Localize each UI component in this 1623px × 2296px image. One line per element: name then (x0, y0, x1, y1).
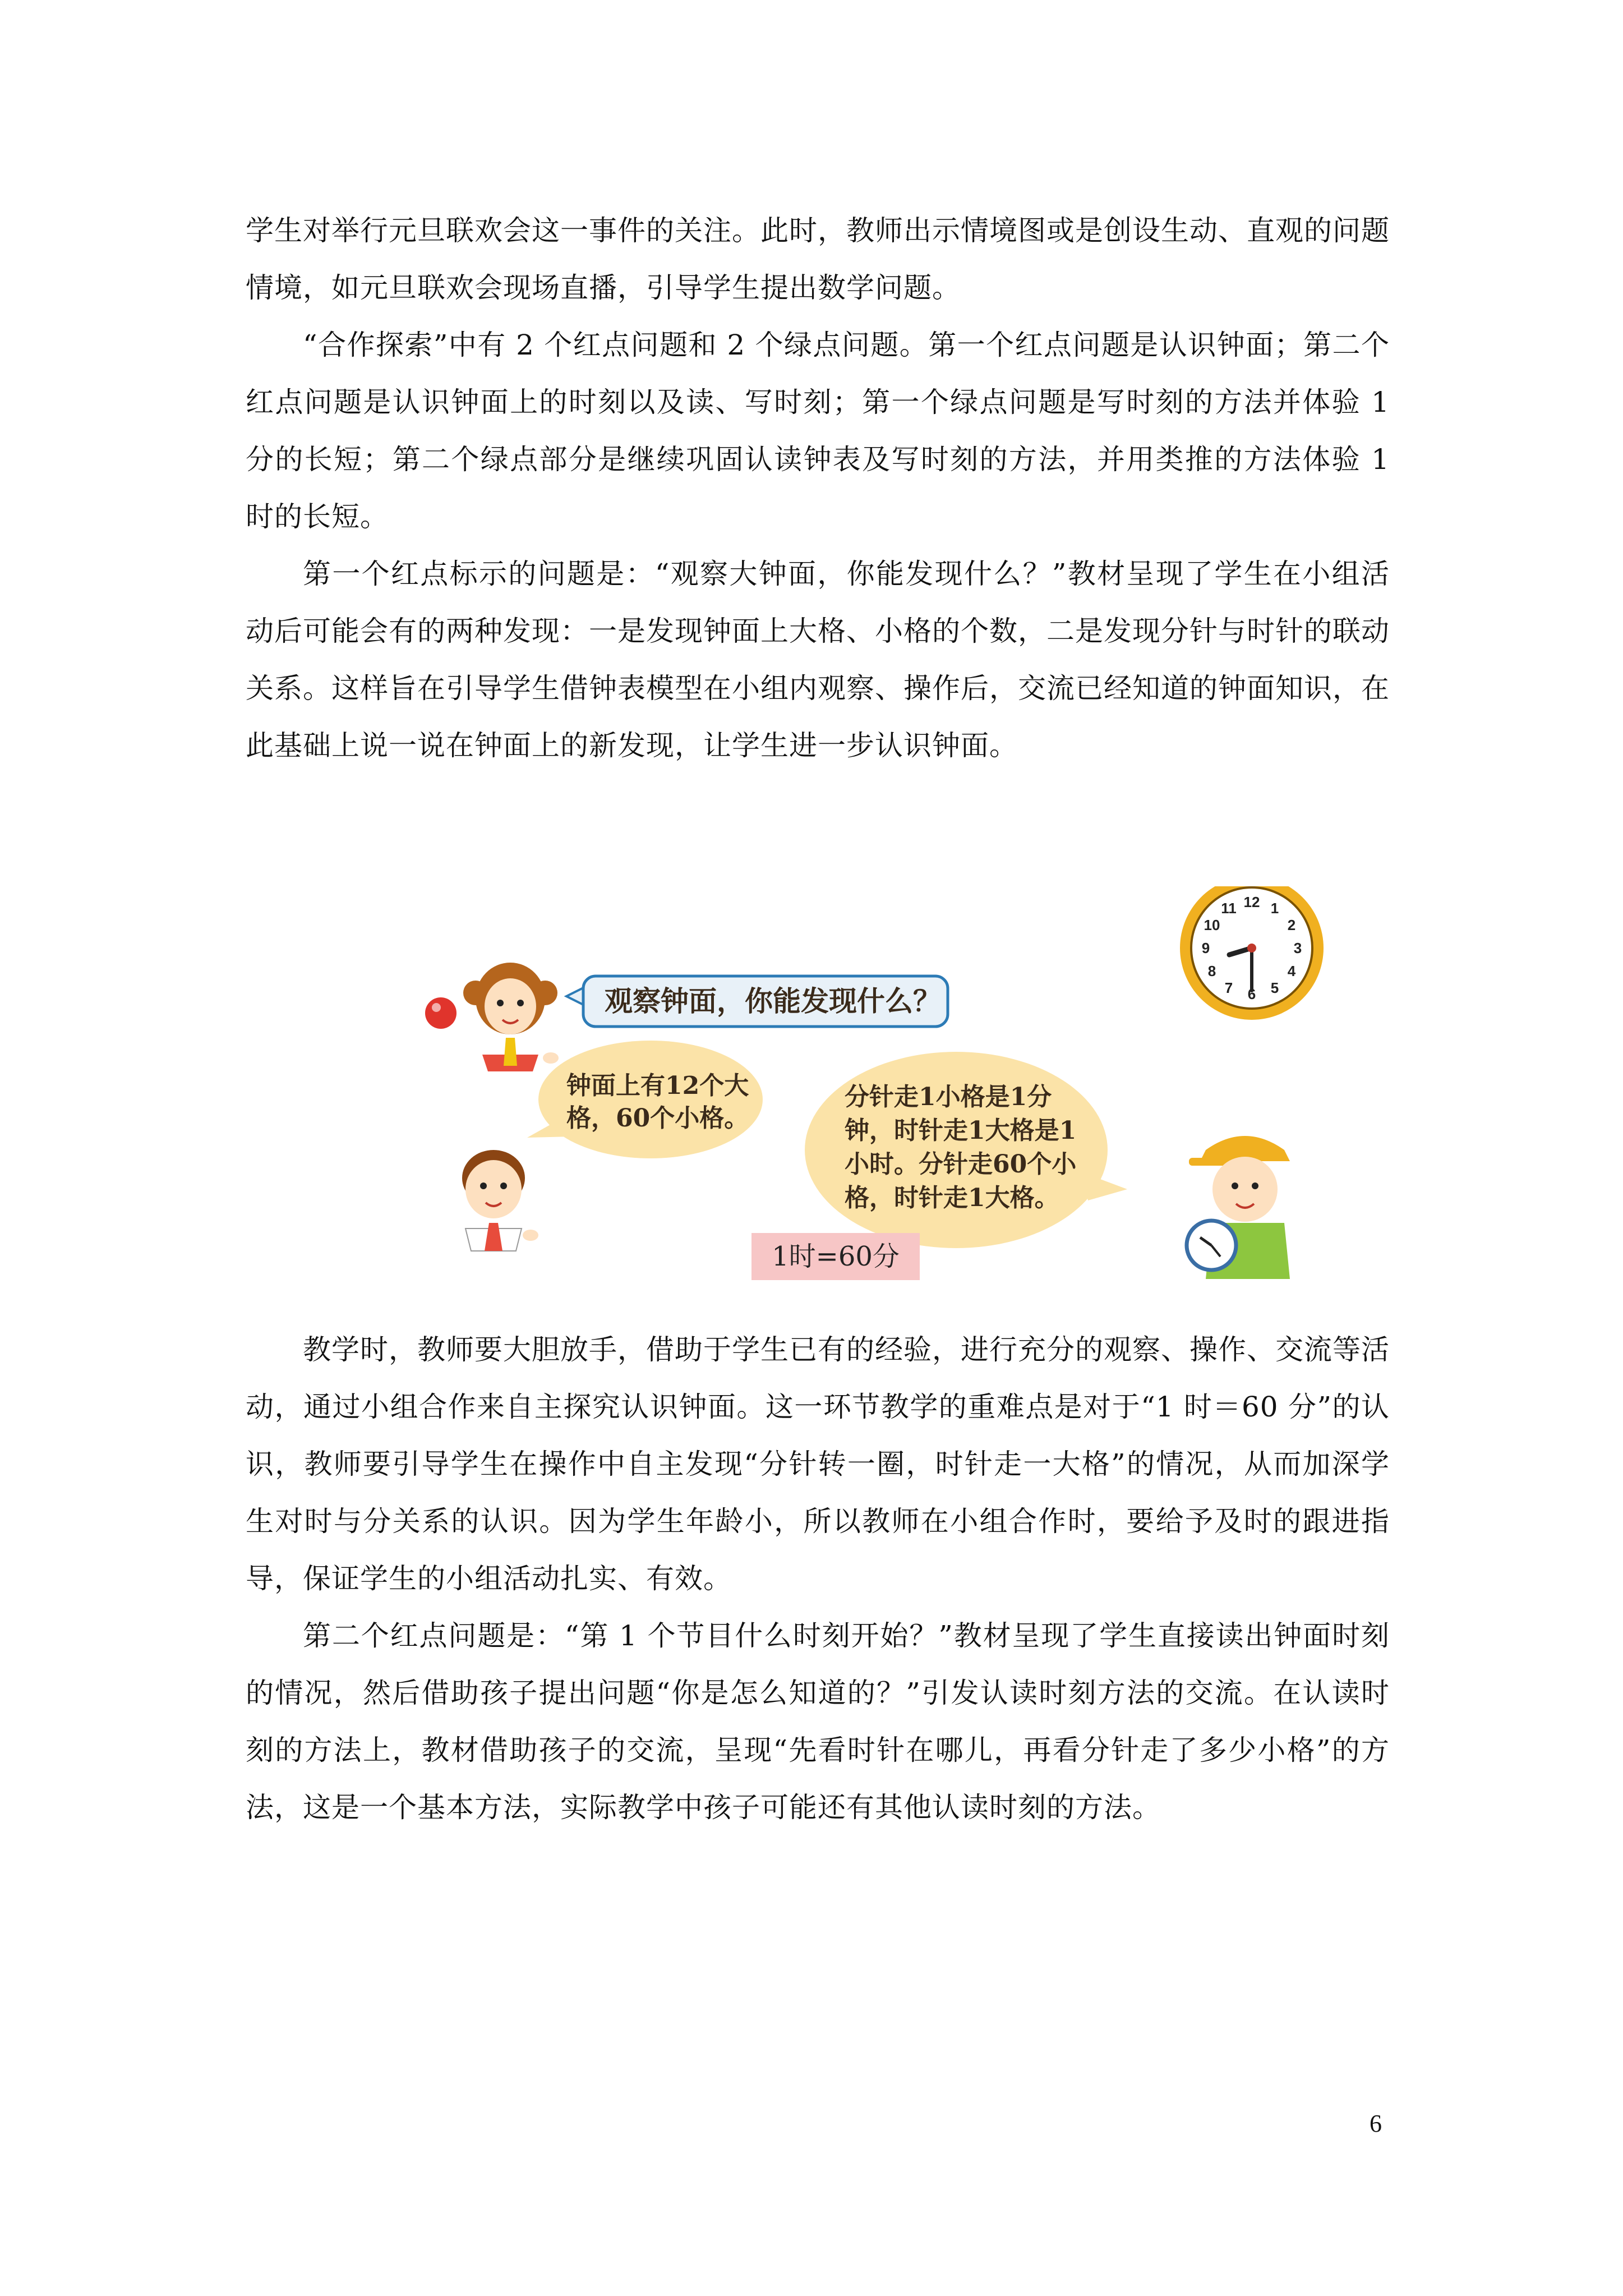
clock-numeral: 2 (1287, 917, 1296, 933)
bubble-right-line: 格，时针走1大格。 (845, 1184, 1059, 1212)
clock-illustration (404, 886, 1335, 1290)
boy-figure-left (462, 1150, 538, 1251)
paragraph: 教学时，教师要大胆放手，借助于学生已有的经验，进行充分的观察、操作、交流等活动，通过小组合作来自主探究认识钟面。这一环节教学的重难点是对于“1 时＝60 分”的认识，教师要引导学生在操作中自主发现“分针转一圈，时针走一大格”的情况，从而加深学生对时与分关系的认识。因为学生年龄小，所以教师在小组合作时，要给予及时的跟进指导，保证学生的小组活动扎实、有效。 (246, 1333, 1390, 1595)
paragraph: 第一个红点标示的问题是：“观察大钟面，你能发现什么？”教材呈现了学生在小组活动后可能会有的两种发现：一是发现钟面上大格、小格的个数，二是发现分针与时针的联动关系。这样旨在引导学生借钟表模型在小组内观察、操作后，交流已经知道的钟面知识，在此基础上说一说在钟面上的新发现，让学生进一步认识钟面。 (246, 558, 1390, 762)
clock-numeral: 5 (1270, 979, 1279, 996)
boy-figure-right (1187, 1136, 1290, 1279)
formula-box (751, 1233, 920, 1280)
speech-bubble-right (805, 1052, 1127, 1248)
clock-numeral: 4 (1287, 963, 1296, 979)
text-section-top (246, 202, 1390, 774)
bubble-left-line: 钟面上有12个大 (566, 1071, 749, 1100)
question-banner (566, 976, 948, 1027)
speech-bubble-left (527, 1041, 763, 1158)
paragraph: 学生对举行元旦联欢会这一事件的关注。此时，教师出示情境图或是创设生动、直观的问题情境，如元旦联欢会现场直播，引导学生提出数学问题。 (246, 214, 1390, 304)
bubble-right-line: 分针走1小格是1分 (845, 1083, 1052, 1111)
girl-figure (463, 963, 559, 1071)
clock-numeral: 1 (1270, 900, 1279, 917)
bubble-right-line: 钟，时针走1大格是1 (845, 1116, 1077, 1145)
clock-numeral: 6 (1247, 986, 1256, 1002)
paragraph: 第二个红点问题是：“第 1 个节目什么时刻开始？”教材呈现了学生直接读出钟面时刻的情况，然后借助孩子提出问题“你是怎么知道的？”引发认读时刻方法的交流。在认读时刻的方法上，教材借助孩子的交流，呈现“先看时针在哪儿，再看分针走了多少小格”的方法，这是一个基本方法，实际教学中孩子可能还有其他认读时刻的方法。 (246, 1619, 1390, 1824)
wall-clock-icon (1180, 886, 1324, 1020)
page-number: 6 (1370, 2110, 1382, 2137)
clock-numeral: 12 (1243, 894, 1260, 910)
question-text: 观察钟面，你能发现什么？ (605, 984, 941, 1018)
clock-numeral: 10 (1204, 917, 1220, 933)
bubble-left-line: 格，60个小格。 (566, 1104, 749, 1133)
bubble-right-line: 小时。分针走60个小 (845, 1150, 1077, 1179)
paragraph: “合作探索”中有 2 个红点问题和 2 个绿点问题。第一个红点问题是认识钟面；第二个红点问题是认识钟面上的时刻以及读、写时刻；第一个绿点问题是写时刻的方法并体验 1 分的长短；第二个绿点部分是继续巩固认读钟表及写时刻的方法，并用类推的方法体验 1 时的长短。 (246, 329, 1390, 533)
clock-numeral: 3 (1293, 940, 1302, 956)
clock-numeral: 7 (1224, 979, 1233, 996)
clock-numeral: 9 (1201, 940, 1210, 956)
formula-text: 1时=60分 (772, 1241, 900, 1272)
clock-numeral: 11 (1221, 900, 1237, 917)
clock-numeral: 8 (1207, 963, 1216, 979)
text-section-bottom (246, 1321, 1390, 1836)
red-dot-icon (425, 997, 457, 1029)
